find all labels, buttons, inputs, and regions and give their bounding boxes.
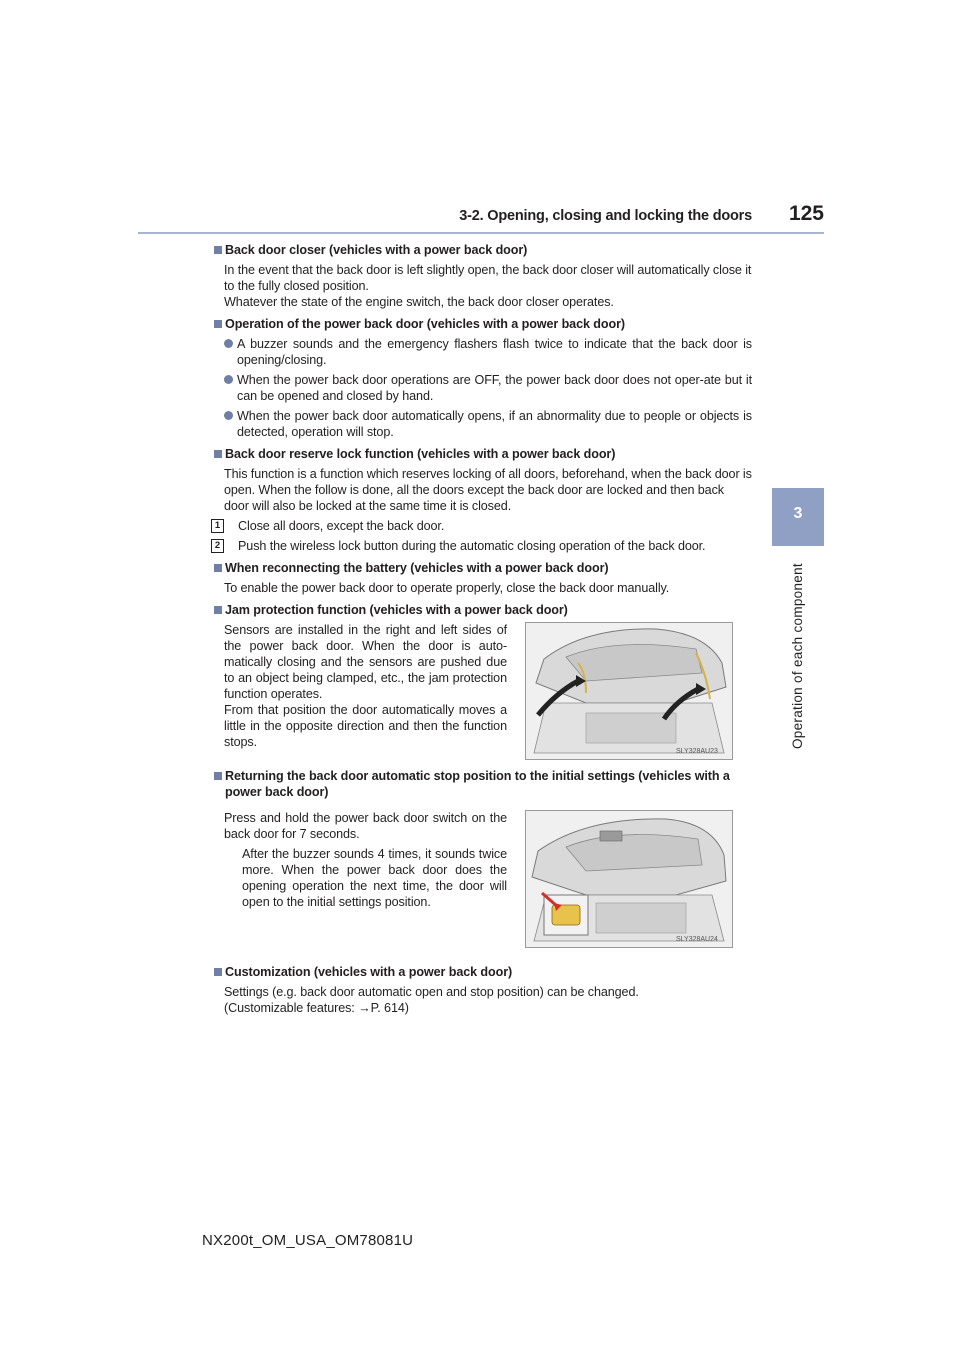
- step-number-box: 2: [211, 539, 224, 553]
- square-bullet-icon: [214, 564, 222, 572]
- jam-block: [224, 622, 752, 764]
- page-header: [138, 202, 824, 232]
- square-bullet-icon: [214, 606, 222, 614]
- round-bullet-icon: [224, 339, 233, 348]
- chapter-number: 3: [793, 505, 803, 522]
- chapter-label-container: [770, 555, 810, 755]
- chapter-tab: [772, 488, 824, 546]
- reserve-body: This function is a function which reserves locking of all doors, beforehand, when the back door is open. When the follow is done, all the doors except the back door are locked and then back door will also be locked at the same time it is closed.: [224, 467, 752, 513]
- returning-text: [224, 810, 507, 910]
- jam-body-1: Sensors are installed in the right and left sides of the power back door. When the door is auto-matically closing and the sensors are pushed due to an object being clamped, etc., the jam protection function operates.: [224, 623, 507, 701]
- header-rule: [138, 232, 824, 234]
- round-bullet-icon: [224, 411, 233, 420]
- battery-heading: When reconnecting the battery (vehicles with a power back door): [214, 560, 752, 576]
- square-bullet-icon: [214, 320, 222, 328]
- returning-body-1: Press and hold the power back door switch on the back door for 7 seconds.: [224, 811, 507, 841]
- returning-heading: Returning the back door automatic stop position to the initial settings (vehicles with a power back door): [214, 768, 752, 800]
- chapter-label: Operation of each component: [790, 563, 805, 749]
- square-bullet-icon: [214, 246, 222, 254]
- document-code: NX200t_OM_USA_OM78081U: [202, 1232, 414, 1249]
- image-code: SLY328AU24: [676, 936, 718, 943]
- square-bullet-icon: [214, 450, 222, 458]
- returning-body-2: After the buzzer sounds 4 times, it sounds twice more. When the power back door does the opening operation the next time, the door will open to the initial settings position.: [242, 847, 507, 909]
- page-content: [214, 242, 752, 1020]
- jam-text: [224, 622, 507, 750]
- step-number-box: 1: [211, 519, 224, 533]
- returning-illustration: [525, 810, 733, 948]
- jam-heading: Jam protection function (vehicles with a power back door): [214, 602, 752, 618]
- back-door-switch-illustration: [526, 811, 732, 947]
- image-code: SLY328AU23: [676, 748, 718, 755]
- returning-block: [224, 810, 752, 956]
- round-bullet-icon: [224, 375, 233, 384]
- closer-body-1: In the event that the back door is left slightly open, the back door closer will automatically close it to the fully closed position.: [224, 263, 752, 293]
- operation-bullet-2: When the power back door operations are OFF, the power back door does not oper-ate but it can be opened and closed by hand.: [224, 372, 752, 404]
- custom-body-2[interactable]: (Customizable features: →P. 614): [224, 1001, 409, 1015]
- jam-body-2: From that position the door automatically moves a little in the opposite direction and then the function stops.: [224, 703, 507, 749]
- custom-body-1: Settings (e.g. back door automatic open and stop position) can be changed.: [224, 985, 639, 999]
- operation-heading: Operation of the power back door (vehicles with a power back door): [214, 316, 752, 332]
- operation-bullet-1: A buzzer sounds and the emergency flashers flash twice to indicate that the back door is opening/closing.: [224, 336, 752, 368]
- reserve-step-1: 1 Close all doors, except the back door.: [224, 518, 752, 534]
- reserve-heading: Back door reserve lock function (vehicles with a power back door): [214, 446, 752, 462]
- battery-body: To enable the power back door to operate properly, close the back door manually.: [224, 581, 670, 595]
- closer-body-2: Whatever the state of the engine switch, the back door closer operates.: [224, 295, 614, 309]
- closer-heading: Back door closer (vehicles with a power back door): [214, 242, 752, 258]
- square-bullet-icon: [214, 968, 222, 976]
- custom-heading: Customization (vehicles with a power back door): [214, 964, 752, 980]
- section-title: 3-2. Opening, closing and locking the doors: [459, 208, 752, 224]
- reserve-step-2: 2 Push the wireless lock button during the automatic closing operation of the back door.: [224, 538, 752, 554]
- operation-bullet-3: When the power back door automatically opens, if an abnormality due to people or objects is detected, operation will stop.: [224, 408, 752, 440]
- page-number: 125: [788, 202, 824, 225]
- square-bullet-icon: [214, 772, 222, 780]
- jam-illustration: [525, 622, 733, 760]
- back-door-sensor-illustration: [526, 623, 732, 759]
